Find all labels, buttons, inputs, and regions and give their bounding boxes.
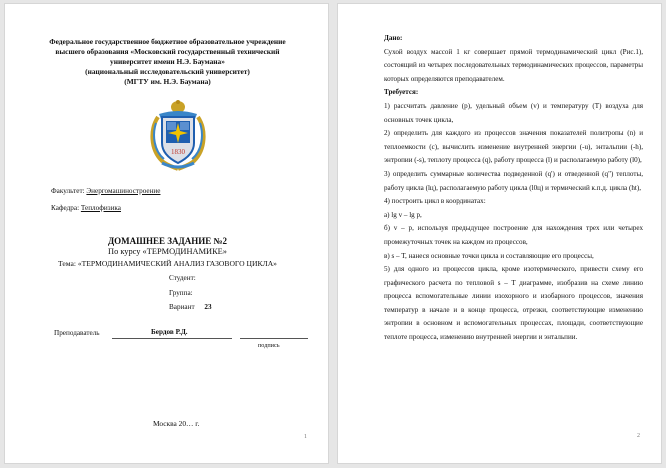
given-text: Сухой воздух массой 1 кг совершает прямой термодинамический цикл (Рис.1), состоящий из четырех последовательных термодинамических процессов, параметры которых определяются преподавателем.: [384, 47, 643, 83]
document-page-2: [337, 3, 662, 464]
task-item: в) s – T, нанеся основные точки цикла и составляющие его процессы,: [384, 251, 594, 260]
teacher-name-line: [112, 338, 232, 339]
group-label: Группа:: [169, 289, 193, 297]
header-line: (национальный исследовательский университет): [85, 67, 250, 76]
variant-label: Вариант: [169, 303, 195, 311]
task-item: 1) рассчитать давление (p), удельный объем (v) и температуру (T) воздуха для основных точек цикла,: [384, 101, 643, 124]
given-heading: Дано:: [384, 34, 403, 42]
task-item: б) v – p, используя предыдущее построение для нахождения трех или четырех промежуточных точек на каждом из процессов,: [384, 224, 643, 246]
institution-header: [5, 37, 330, 87]
student-label: Студент:: [169, 274, 196, 282]
faculty-value: Энергомашиностроение: [86, 187, 161, 195]
bmstu-coat-of-arms-icon: [148, 99, 208, 171]
assignment-title: ДОМАШНЕЕ ЗАДАНИЕ №2: [107, 236, 228, 246]
header-line: высшего образования «Московский государственный технический: [55, 47, 280, 56]
topic-line: Тема: «ТЕРМОДИНАМИЧЕСКИЙ АНАЛИЗ ГАЗОВОГО ЦИКЛА»: [58, 259, 277, 268]
page-number: 1: [304, 434, 307, 440]
department-row: [51, 204, 121, 212]
document-page-1: [4, 3, 329, 464]
course-line: По курсу «ТЕРМОДИНАМИКЕ»: [108, 247, 227, 256]
signature-caption: подпись: [258, 342, 280, 349]
task-item: 3) определить суммарные количества подведенной (q') и отведенной (q") теплоты, работу цикла (lц), располагаемую работу цикла (l0ц) и термический к.п.д. цикла (ht),: [384, 169, 643, 192]
task-item: 5) для одного из процессов цикла, кроме изотермического, привести схему его графического расчета по тепловой s – T диаграмме, изобразив на схеме линию процесса вспомогательные линии изохорного и изобарного процессов, значения температур в начале и в конце процесса, отрезки, соответствующие изменению энтропии в основном и вспомогательных процессах, площади, соответствующие теплоте процесса, изменению внутренней энергии и энтальпии.: [384, 265, 643, 342]
variant-row: [169, 303, 212, 311]
page-number: 2: [637, 433, 640, 439]
task-item: а) lg v – lg p,: [384, 210, 422, 219]
required-heading: Требуется:: [384, 88, 419, 97]
header-line: (МГТУ им. Н.Э. Баумана): [124, 77, 211, 86]
header-line: Федеральное государственное бюджетное образовательное учреждение: [49, 37, 286, 46]
department-value: Теплофизика: [80, 204, 121, 212]
task-item: 2) определить для каждого из процессов значения показателей политропы (n) и теплоемкости (c), вычислить изменение внутренней энергии (-u), энтальпии (-h), энтропии (-s), теплоту процесса (q), работу процесса (l) и располагаемую работу (l0),: [384, 129, 643, 165]
task-item: 4) построить цикл в координатах:: [384, 197, 486, 206]
teacher-label: Преподаватель: [54, 329, 100, 337]
teacher-name: Бердов Р.Д.: [151, 328, 188, 336]
faculty-label: Факультет:: [51, 187, 85, 195]
svg-text:1830: 1830: [171, 148, 185, 156]
task-body: [384, 32, 643, 345]
faculty-row: [51, 187, 160, 195]
header-line: университет имени Н.Э. Баумана»: [110, 57, 225, 66]
variant-value: 23: [204, 303, 212, 311]
city-year: Москва 20… г.: [153, 419, 200, 428]
signature-line: [240, 338, 308, 339]
department-label: Кафедра:: [51, 204, 80, 212]
